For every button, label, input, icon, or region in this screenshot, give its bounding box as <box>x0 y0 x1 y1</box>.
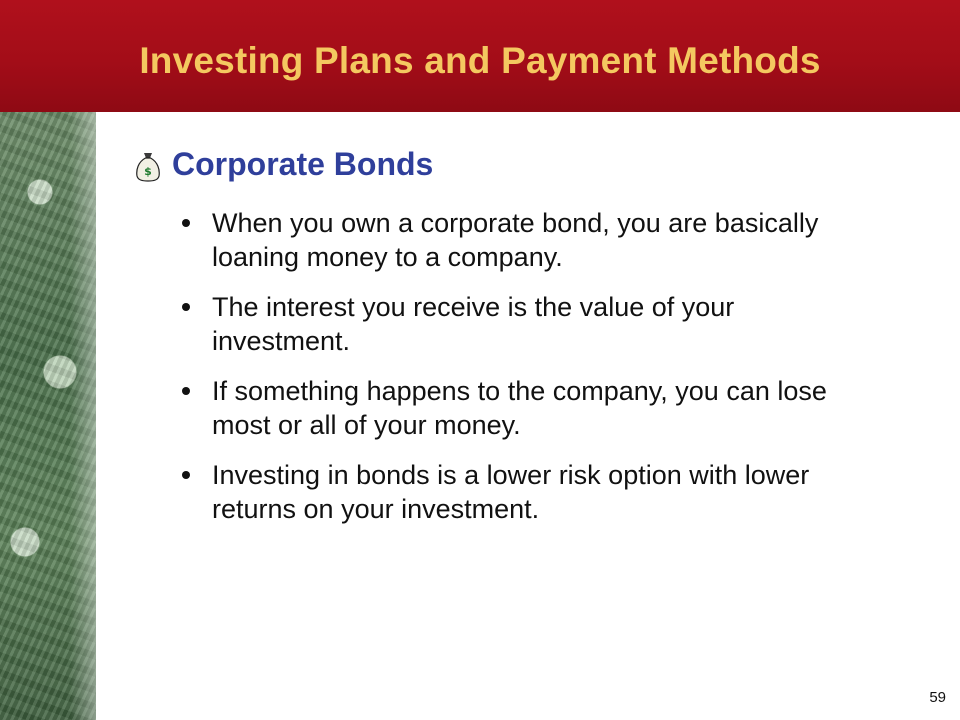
list-item <box>180 290 870 358</box>
bullet-dot <box>182 219 190 227</box>
list-item <box>180 458 870 526</box>
heading-text: Corporate Bonds <box>172 146 434 182</box>
bullet-dot <box>182 471 190 479</box>
list-item <box>180 206 870 274</box>
money-bag-icon <box>136 152 160 182</box>
bullet-dot <box>182 303 190 311</box>
bullet-text: Investing in bonds is a lower risk option with lower returns on your investment. <box>212 460 810 524</box>
svg-text:$: $ <box>144 165 152 178</box>
page-number: 59 <box>929 689 946 706</box>
title-bar <box>0 0 960 112</box>
bullet-text: If something happens to the company, you can lose most or all of your money. <box>212 376 827 440</box>
bullet-text: When you own a corporate bond, you are basically loaning money to a company. <box>212 208 819 272</box>
slide-title: Investing Plans and Payment Methods <box>139 40 821 81</box>
bullet-list <box>180 206 870 542</box>
bullet-dot <box>182 387 190 395</box>
list-item <box>180 374 870 442</box>
bullet-text: The interest you receive is the value of your investment. <box>212 292 735 356</box>
